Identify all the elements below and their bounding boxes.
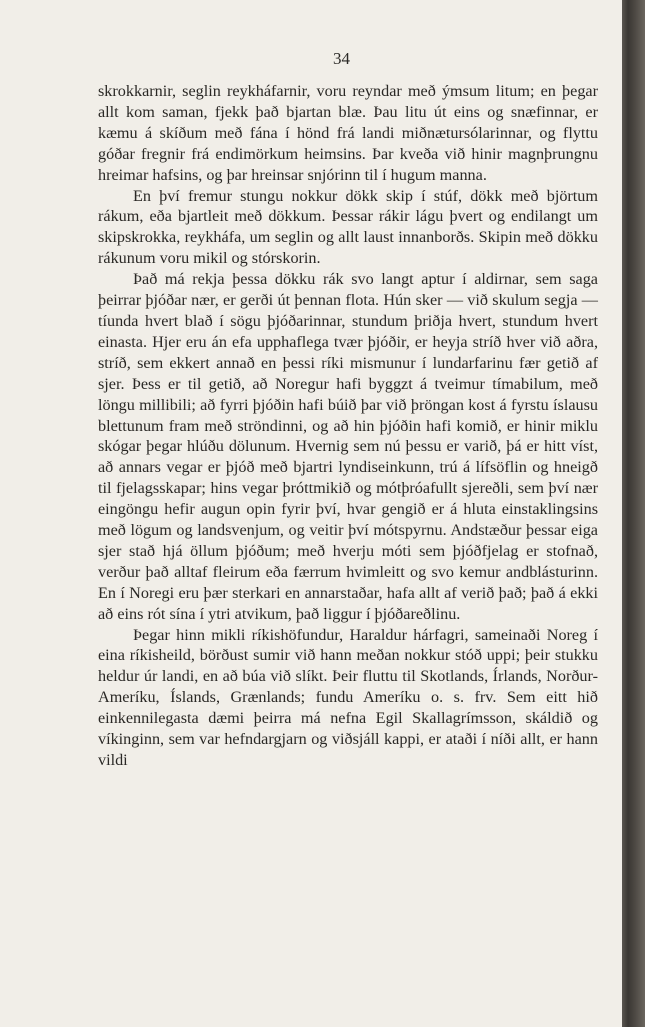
paragraph-1: skrokkarnir, seglin reykháfarnir, voru reyndar með ýmsum litum; en þegar allt kom saman, fjekk það bjartan blæ. Þau litu út eins og snæfinnar, er kæmu á skíðum með fána í hönd frá landi miðnætursólarinnar, og flyttu góðar fregnir frá endimörkum heimsins. Þar kveða við hinir magnþrungnu hreimar hafsins, og þar hreinsar snjórinn til í hugum manna. [98, 82, 598, 184]
body-text [98, 81, 598, 771]
paragraph-3: Það má rekja þessa dökku rák svo langt aptur í aldirnar, sem saga þeirrar þjóðar nær, er gerði út þennan flota. Hún sker — við skulum segja — tíunda hvert blað í sögu þjóðarinnar, stundum þriðja hvert, stundum hvert einasta. Hjer eru án efa upphaflega tvær þjóðir, er heyja stríð hver við aðra, stríð, sem ekkert annað en þessi ríki mismunur í lundarfarinu fær getið af sjer. Þess er til getið, að Noregur hafi byggzt á tveimur tímabilum, með löngu millibili; að fyrri þjóðin hafi búið þar við þröngan kost á fyrstu íslausu blettunum fram með ströndinni, og að hin þjóðin hafi komið, er hinir miklu skógar þegar hlúðu dölunum. Hvernig sem nú þessu er varið, þá er hitt víst, að annars vegar er þjóð með bjartri lyndiseinkunn, trú á lífsöflin og hneigð til fjelagsskapar; hins vegar þróttmikið og mótþróafullt sjereðli, sem því nær eingöngu hefir augun opin fyrir því, hvar gengið er á hluta einstaklingsins með lögum og landsvenjum, og veitir því mótspyrnu. Andstæður þessar eiga sjer stað hjá öllum þjóðum; með hverju móti sem þjóðfjelag er stofnað, verður það alltaf fleirum eða færrum hvimleitt og svo kemur andblásturinn. En í Noregi eru þær sterkari en annarstaðar, hafa allt af verið það; það á ekki að eins rót sína í ytri atvikum, það liggur í þjóðareðlinu. [98, 270, 598, 623]
book-binding-edge [622, 0, 645, 1027]
paragraph-4: Þegar hinn mikli ríkishöfundur, Haraldur hárfagri, sameinaði Noreg í eina ríkisheild, börðust sumir við hann meðan nokkur stóð uppi; þeir stukku heldur úr landi, en að búa við slíkt. Þeir fluttu til Skotlands, Írlands, Norður-Ameríku, Íslands, Grænlands; fundu Ameríku o. s. frv. Sem eitt hið einkennilegasta dæmi þeirra má nefna Egil Skallagrímsson, skáldið og víkinginn, sem var hefndargjarn og viðsjáll kappi, er ataði í níði allt, er hann vildi [98, 625, 598, 769]
paragraph-2: En því fremur stungu nokkur dökk skip í stúf, dökk með björtum rákum, eða bjartleit með dökkum. Þessar rákir lágu þvert og endilangt um skipskrokka, reykháfa, um seglin og allt laust innanborðs. Skipin með dökku rákunum voru mikil og stórskorin. [98, 186, 598, 268]
page-number: 34 [333, 49, 350, 68]
